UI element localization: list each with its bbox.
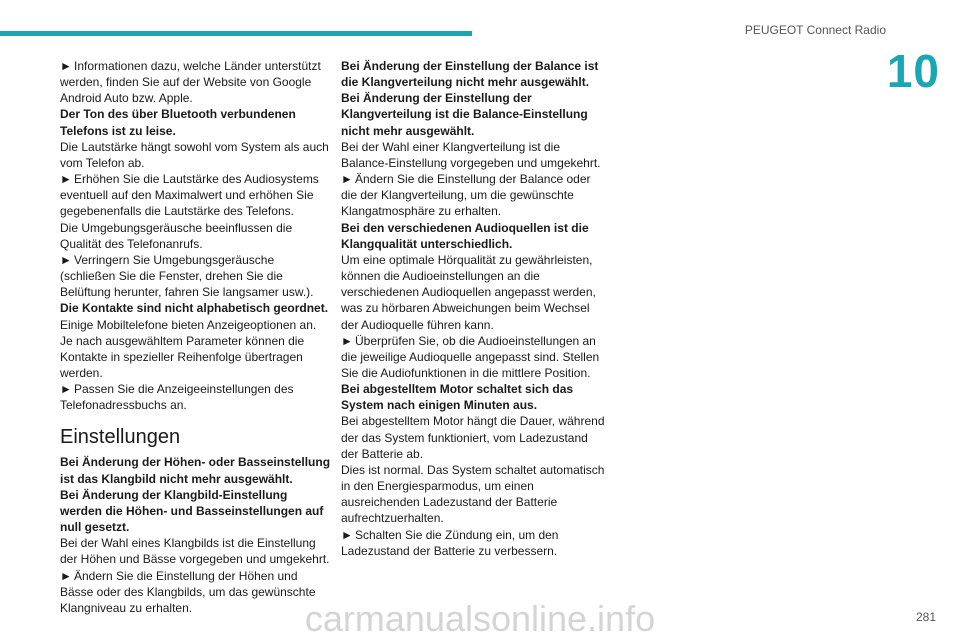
paragraph: ► Ändern Sie die Einstellung der Höhen und Bässe oder des Klangbilds, um das gewünschte Klangniveau zu erhalten. xyxy=(60,568,316,615)
problem-heading: Der Ton des über Bluetooth verbundenen Telefons ist zu leise. xyxy=(60,107,296,138)
paragraph: Dies ist normal. Das System schaltet automatisch in den Energiesparmodus, um einen ausreichenden Ladezustand der Batterie aufrechtzuerhalten. xyxy=(341,462,605,526)
bullet-arrow-icon: ► xyxy=(60,568,72,583)
paragraph: Bei der Wahl eines Klangbilds ist die Einstellung der Höhen und Bässe vorgegeben und umgekehrt. xyxy=(60,536,330,567)
bullet-arrow-icon: ► xyxy=(60,172,72,187)
problem-heading: Die Kontakte sind nicht alphabetisch geordnet. xyxy=(60,301,329,316)
header-accent-bar xyxy=(0,31,472,36)
paragraph: Bei der Wahl einer Klangverteilung ist die Balance-Einstellung vorgegeben und umgekehrt. xyxy=(341,139,601,170)
bullet-arrow-icon: ► xyxy=(341,527,353,542)
section-heading: Einstellungen xyxy=(60,426,181,449)
paragraph: ► Verringern Sie Umgebungsgeräusche (schließen Sie die Fenster, drehen Sie die Belüftung herunter, fahren Sie langsamer usw.). xyxy=(60,252,314,300)
bullet-arrow-icon: ► xyxy=(341,333,353,348)
paragraph: Einige Mobiltelefone bieten Anzeigeoptionen an. Je nach ausgewähltem Parameter können die Kontakte in spezieller Reihenfolge übertragen werden. xyxy=(60,317,317,380)
chapter-number: 10 xyxy=(886,45,940,97)
paragraph: Die Lautstärke hängt sowohl vom System als auch vom Telefon ab. xyxy=(60,139,329,170)
watermark: carmanualsonline.info xyxy=(304,598,656,639)
problem-heading: Bei abgestelltem Motor schaltet sich das System nach einigen Minuten aus. xyxy=(341,382,574,413)
bullet-arrow-icon: ► xyxy=(60,382,72,397)
page-number: 281 xyxy=(915,610,936,624)
problem-heading: Bei Änderung der Höhen- oder Basseinstellung ist das Klangbild nicht mehr ausgewählt. xyxy=(60,455,331,486)
problem-heading: Bei Änderung der Einstellung der Balance ist die Klangverteilung nicht mehr ausgewählt. xyxy=(341,59,599,90)
problem-heading: Bei Änderung der Klangbild-Einstellung werden die Höhen- und Basseinstellungen auf null gesetzt. xyxy=(60,487,324,535)
problem-heading: Bei den verschiedenen Audioquellen ist die Klangqualität unterschiedlich. xyxy=(341,220,589,251)
paragraph: ► Ändern Sie die Einstellung der Balance oder die der Klangverteilung, um die gewünschte Klangatmosphäre zu erhalten. xyxy=(341,172,591,219)
paragraph: Bei abgestelltem Motor hängt die Dauer, während der das System funktioniert, vom Ladezustand der Batterie ab. xyxy=(341,414,605,461)
paragraph: Die Umgebungsgeräusche beeinflussen die Qualität des Telefonanrufs. xyxy=(60,220,293,251)
paragraph: Um eine optimale Hörqualität zu gewährleisten, können die Audioeinstellungen an die verschiedenen Audioquellen angepasst werden, was zu hörbaren Abweichungen beim Wechsel der Audioquelle führen kann. xyxy=(341,252,596,332)
paragraph: ► Passen Sie die Anzeigeeinstellungen des Telefonadressbuchs an. xyxy=(60,382,294,413)
paragraph: ► Erhöhen Sie die Lautstärke des Audiosystems eventuell auf den Maximalwert und erhöhen Sie gegebenenfalls die Lautstärke des Telefons. xyxy=(60,172,319,219)
paragraph: ► Überprüfen Sie, ob die Audioeinstellungen an die jeweilige Audioquelle angepasst sind. Stellen Sie die Audiofunktionen in die mittlere Position. xyxy=(341,333,600,380)
left-column xyxy=(60,58,332,616)
problem-heading: Bei Änderung der Einstellung der Klangverteilung ist die Balance-Einstellung nicht mehr ausgewählt. xyxy=(341,91,588,138)
paragraph: ► Informationen dazu, welche Länder unterstützt werden, finden Sie auf der Website von Google Android Auto bzw. Apple. xyxy=(60,59,321,106)
right-column xyxy=(341,58,607,559)
bullet-arrow-icon: ► xyxy=(341,172,353,187)
paragraph: ► Schalten Sie die Zündung ein, um den Ladezustand der Batterie zu verbessern. xyxy=(341,527,559,558)
bullet-arrow-icon: ► xyxy=(60,252,72,267)
header-title: PEUGEOT Connect Radio xyxy=(744,23,886,37)
bullet-arrow-icon: ► xyxy=(60,59,72,73)
